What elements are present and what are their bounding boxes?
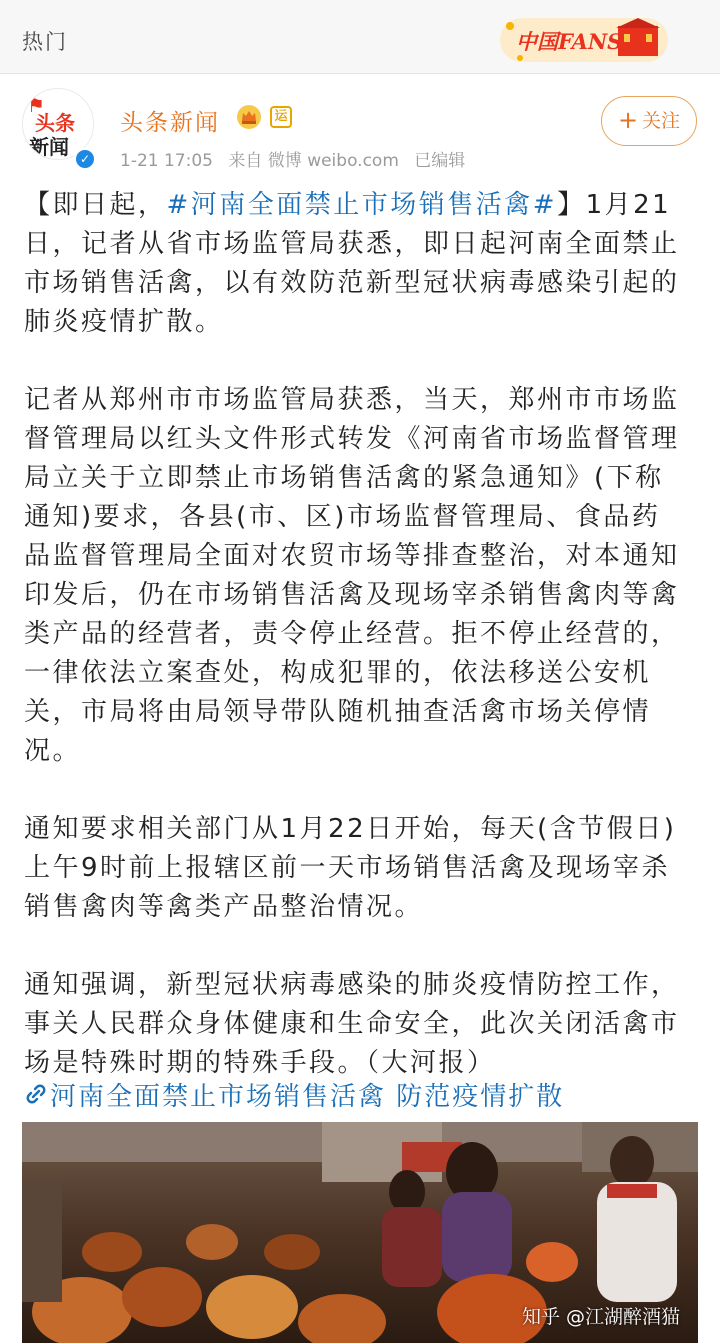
article-link-text: 河南全面禁止市场销售活禽 防范疫情扩散 [50,1082,565,1112]
paragraph-3: 通知要求相关部门从1月22日开始，每天(含节假日)上午9时前上报辖区前一天市场销售活禽及现场宰杀销售禽肉等禽类产品整治情况。 [24,814,677,922]
plus-icon: + [617,106,639,134]
p1-rest: 】1月21日，记者从省市场监管局获悉，即日起河南全面禁止市场销售活禽，以有效防范新型冠状病毒感染引起的肺炎疫情扩散。 [24,190,680,337]
hashtag-link[interactable]: #河南全面禁止市场销售活禽# [166,190,558,220]
paragraph-gap [24,342,684,381]
paragraph-2: 记者从郑州市市场监管局获悉，当天，郑州市市场监督管理局以红头文件形式转发《河南省市场监督管理局立关于立即禁止市场销售活禽的紧急通知》(下称通知)要求，各县(市、区)市场监督管理局、食品药品监督管理局全面对农贸市场等排查整治，对本通知印发后，仍在市场销售活禽及现场宰杀销售禽肉等禽类产品的经营者，责令停止经营。拒不停止经营的，一律依法立案查处，构成犯罪的，依法移送公安机关，市局将由局领导带队随机抽查活禽市场关停情况。 [24,385,680,766]
avatar-text-top: 头条 [35,111,75,135]
p1-prefix: 【即日起， [24,190,167,220]
link-icon [24,1083,48,1105]
crown-icon [236,104,262,130]
post-source: 来自 微博 weibo.com [228,151,399,171]
post-header [0,74,720,174]
top-bar [0,0,720,74]
paragraph-4: 通知强调，新型冠状病毒感染的肺炎疫情防控工作，事关人民群众身体健康和生命安全，此次关闭活禽市场是特殊时期的特殊手段。（大河报） [24,970,680,1078]
username[interactable]: 头条新闻 [120,110,220,136]
post-body [24,186,684,1083]
edited-label: 已编辑 [414,151,466,171]
fans-badge-text: 中国FANS [516,29,623,54]
flag-icon: ⚑ [27,93,45,117]
paragraph-1 [24,186,684,342]
post-meta [120,146,475,171]
market-photo[interactable] [22,1122,698,1343]
follow-button[interactable] [601,96,697,146]
post-time: 1-21 17:05 [120,151,213,171]
yun-badge: 运 [270,106,292,128]
hot-tab-label[interactable]: 热门 [22,30,68,54]
article-link[interactable] [24,1076,564,1113]
avatar-text-bottom: 新闻 [29,135,69,159]
follow-label: 关注 [642,110,681,132]
paragraph-gap [24,927,684,966]
china-fans-badge [498,12,674,68]
verified-icon: ✓ [74,148,96,170]
paragraph-gap [24,771,684,810]
zhihu-watermark: 知乎 @江湖醉酒猫 [521,1306,680,1328]
